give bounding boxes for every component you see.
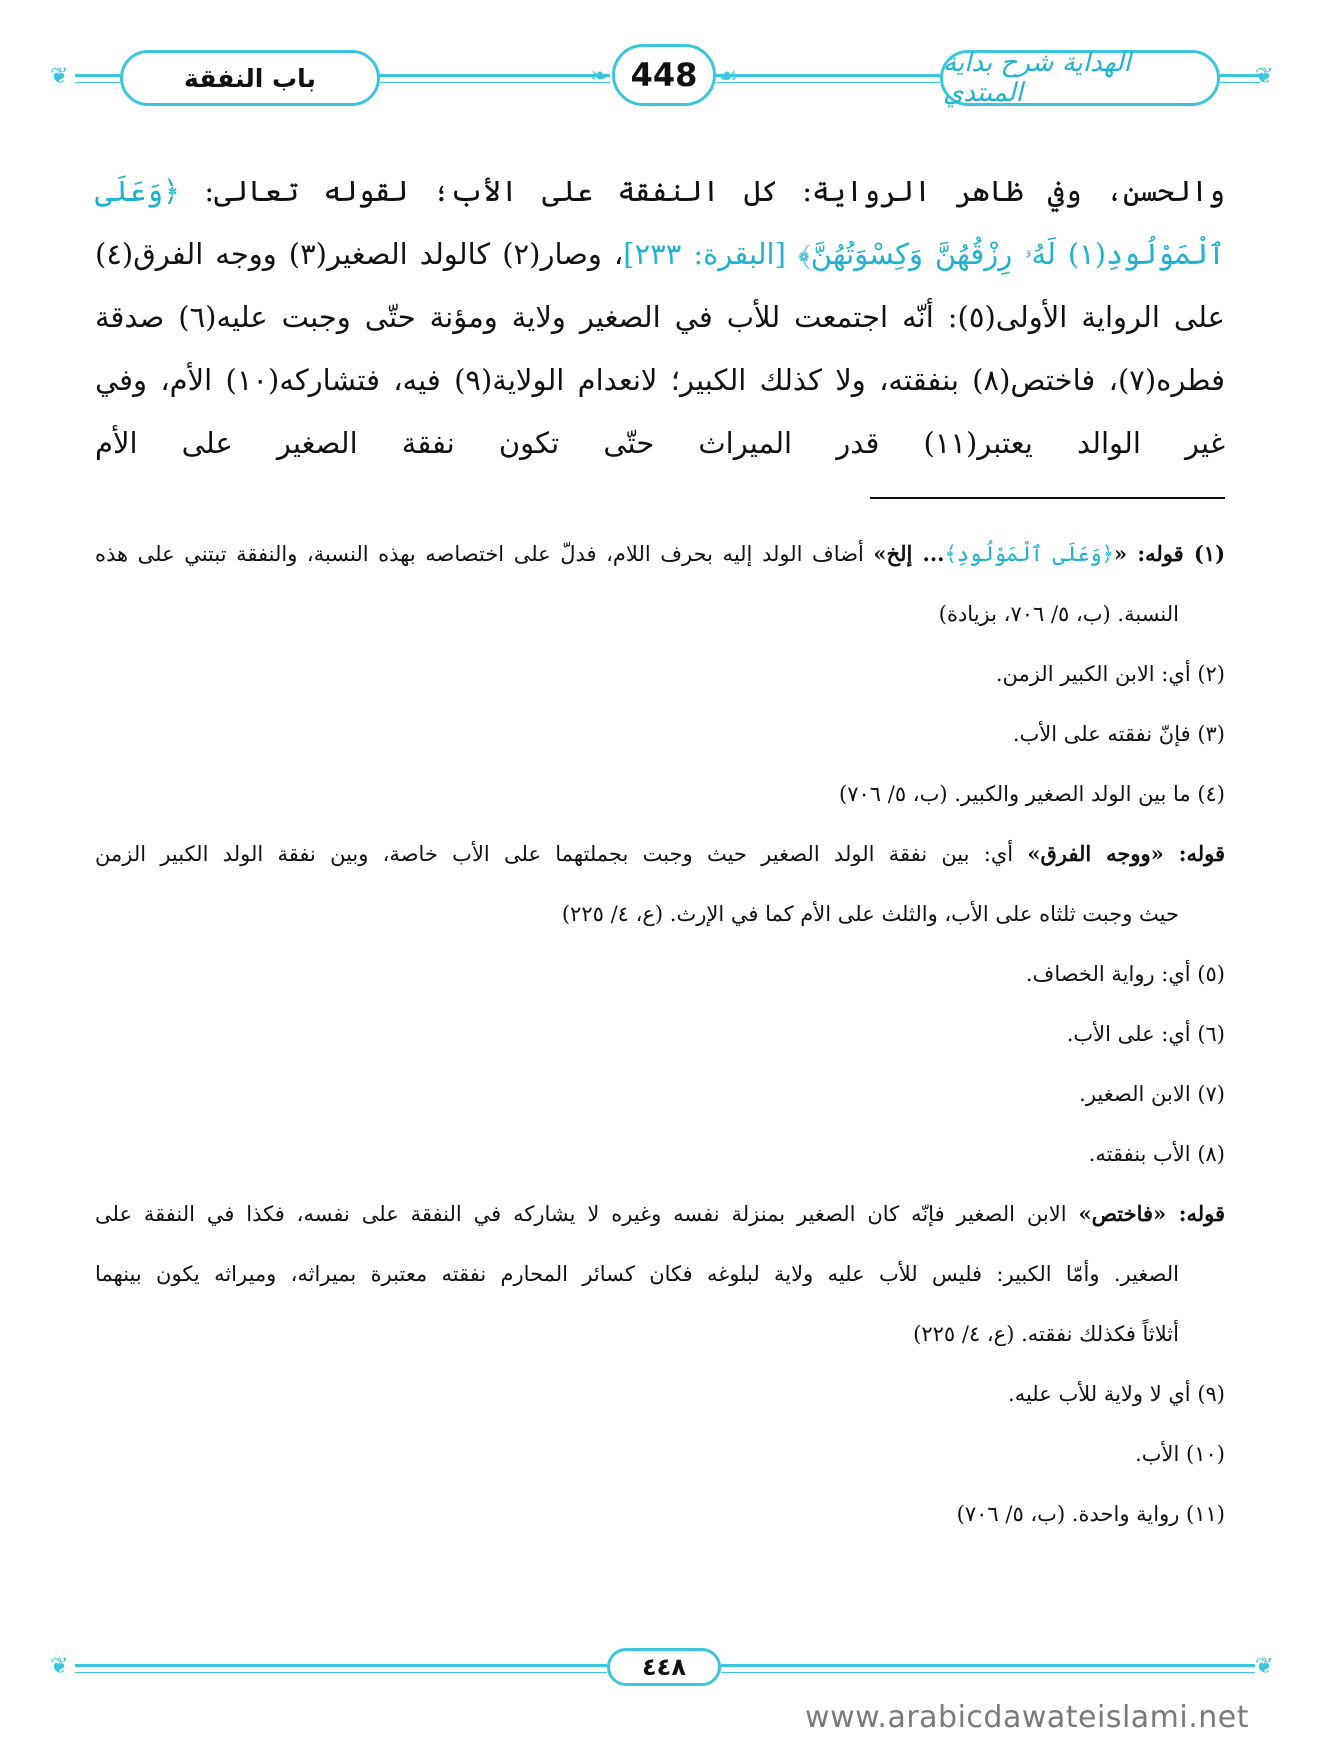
main-text-intro: والحسن، وفي ظاهر الرواية: كل النفقة على الأب؛ لقوله تعالى: xyxy=(179,174,1225,208)
footer-page-number: ٤٤٨ xyxy=(642,1653,686,1681)
page-number: 448 xyxy=(630,56,698,94)
book-title: الهداية شرح بداية المبتدي xyxy=(943,48,1131,108)
commentary-2 xyxy=(95,1200,1225,1228)
header-ornament-mid-right: ☙ xyxy=(718,64,738,89)
footnote-11: (١١) رواية واحدة. (ب، ٥/ ٧٠٦) xyxy=(956,1502,1225,1526)
book-title-pill xyxy=(940,50,1220,106)
footnote-9: (٩) أي لا ولاية للأب عليه. xyxy=(1008,1382,1225,1406)
footer-line-left xyxy=(75,1664,607,1667)
footnote-1-bold: ... إلخ» xyxy=(873,541,945,566)
chapter-title: باب النفقة xyxy=(184,63,316,93)
main-text-body: ، وصار(٢) كالولد الصغير(٣) ووجه الفرق(٤) على الرواية الأولى(٥): أنّه اجتمعت للأب في الصغير ولاية ومؤنة حتّى وجبت عليه(٦) صدقة فطره(٧)، فاختص(٨) بنفقته، ولا كذلك الكبير؛ لانعدام الولاية(٩) فيه، فتشاركه(١٠) الأم، وفي غير الوالد يعتبر(١١) قدر الميراث حتّى تكون نفقة الصغير على الأم xyxy=(95,237,1226,460)
footnote-7: (٧) الابن الصغير. xyxy=(1079,1082,1225,1106)
commentary-2-text: الابن الصغير فإنّه كان الصغير بمنزلة نفسه وغيره لا يشاركه في النفقة على نفسه، فكذا في النفقة على xyxy=(95,1202,1079,1226)
main-text xyxy=(95,160,1225,475)
footnote-10: (١٠) الأب. xyxy=(1135,1442,1225,1466)
commentary-2-bold: قوله: «فاختص» xyxy=(1078,1201,1225,1226)
footnote-6: (٦) أي: على الأب. xyxy=(1066,1022,1225,1046)
footnote-separator xyxy=(870,497,1225,499)
commentary-1 xyxy=(95,840,1225,868)
footer-line-left-thin xyxy=(75,1672,607,1673)
quran-verse: ﴿وَعَلَى ٱلْمَوْلُودِ(١) لَهُۥ رِزْقُهُنَّ وَكِسْوَتُهُنَّ﴾ xyxy=(95,174,1226,271)
header-line-left xyxy=(75,74,120,77)
footnote-1 xyxy=(95,540,1225,568)
page-number-pill xyxy=(612,44,716,106)
quran-reference: [البقرة: ٢٣٣] xyxy=(623,237,786,271)
footnote-4: (٤) ما بين الولد الصغير والكبير. (ب، ٥/ ٧٠٦) xyxy=(839,782,1225,806)
footer-page-pill xyxy=(607,1648,721,1686)
header-line-mid-right xyxy=(716,74,940,77)
footnote-1-cont xyxy=(95,600,1225,628)
header-line-right xyxy=(1220,74,1260,77)
commentary-2-cont2 xyxy=(95,1320,1225,1348)
commentary-2-cont2-text: أثلاثاً فكذلك نفقته. (ع، ٤/ ٢٢٥) xyxy=(913,1322,1179,1346)
header-ornament-left: ❦ xyxy=(50,64,69,89)
footnote-8: (٨) الأب بنفقته. xyxy=(1088,1142,1225,1166)
footnote-3: (٣) فإنّ نفقته على الأب. xyxy=(1012,722,1225,746)
footnote-1-label: (١) قوله: « xyxy=(1114,541,1225,566)
chapter-title-pill xyxy=(120,50,380,106)
commentary-1-text: أي: بين نفقة الولد الصغير حيث وجبت بجملتهما على الأب خاصة، وبين نفقة الولد الكبير الزمن xyxy=(95,842,1028,866)
header-line-left-thin xyxy=(75,82,120,83)
website-url[interactable]: www.arabicdawateislami.net xyxy=(805,1700,1249,1735)
footer-ornament-right: ❦ xyxy=(1255,1654,1274,1679)
header-ornament-mid-left: ❧ xyxy=(590,64,609,89)
footnote-5: (٥) أي: رواية الخصاف. xyxy=(1025,962,1225,986)
footnote-1-cont-text: النسبة. (ب، ٥/ ٧٠٦، بزيادة) xyxy=(938,602,1179,626)
commentary-2-cont1-text: الصغير. وأمّا الكبير: فليس للأب عليه ولاية لبلوغه فكان كسائر المحارم نفقته معتبرة بميراثه، وميراثه يكون بينهما xyxy=(95,1262,1179,1286)
header-line-mid-left-thin xyxy=(380,82,610,83)
commentary-1-bold: قوله: «ووجه الفرق» xyxy=(1027,841,1225,866)
commentary-1-cont-text: حيث وجبت ثلثاه على الأب، والثلث على الأم كما في الإرث. (ع، ٤/ ٢٢٥) xyxy=(561,902,1179,926)
commentary-1-cont xyxy=(95,900,1225,928)
footnote-1-quran: ﴿وَعَلَى ٱلْمَوْلُودِ﴾ xyxy=(944,542,1115,566)
footnote-1-text: أضاف الولد إليه بحرف اللام، فدلّ على اختصاصه بهذه النسبة، والنفقة تبتني على هذه xyxy=(95,542,874,566)
footer-line-right xyxy=(721,1664,1255,1667)
header-line-mid-left xyxy=(380,74,610,77)
footnote-2: (٢) أي: الابن الكبير الزمن. xyxy=(995,662,1225,686)
footer-ornament-left: ❦ xyxy=(50,1654,69,1679)
footer-line-right-thin xyxy=(721,1672,1255,1673)
header-line-mid-right-thin xyxy=(716,82,940,83)
header-ornament-right: ❦ xyxy=(1255,64,1274,89)
header-line-right-thin xyxy=(1220,82,1260,83)
commentary-2-cont1 xyxy=(95,1260,1225,1288)
